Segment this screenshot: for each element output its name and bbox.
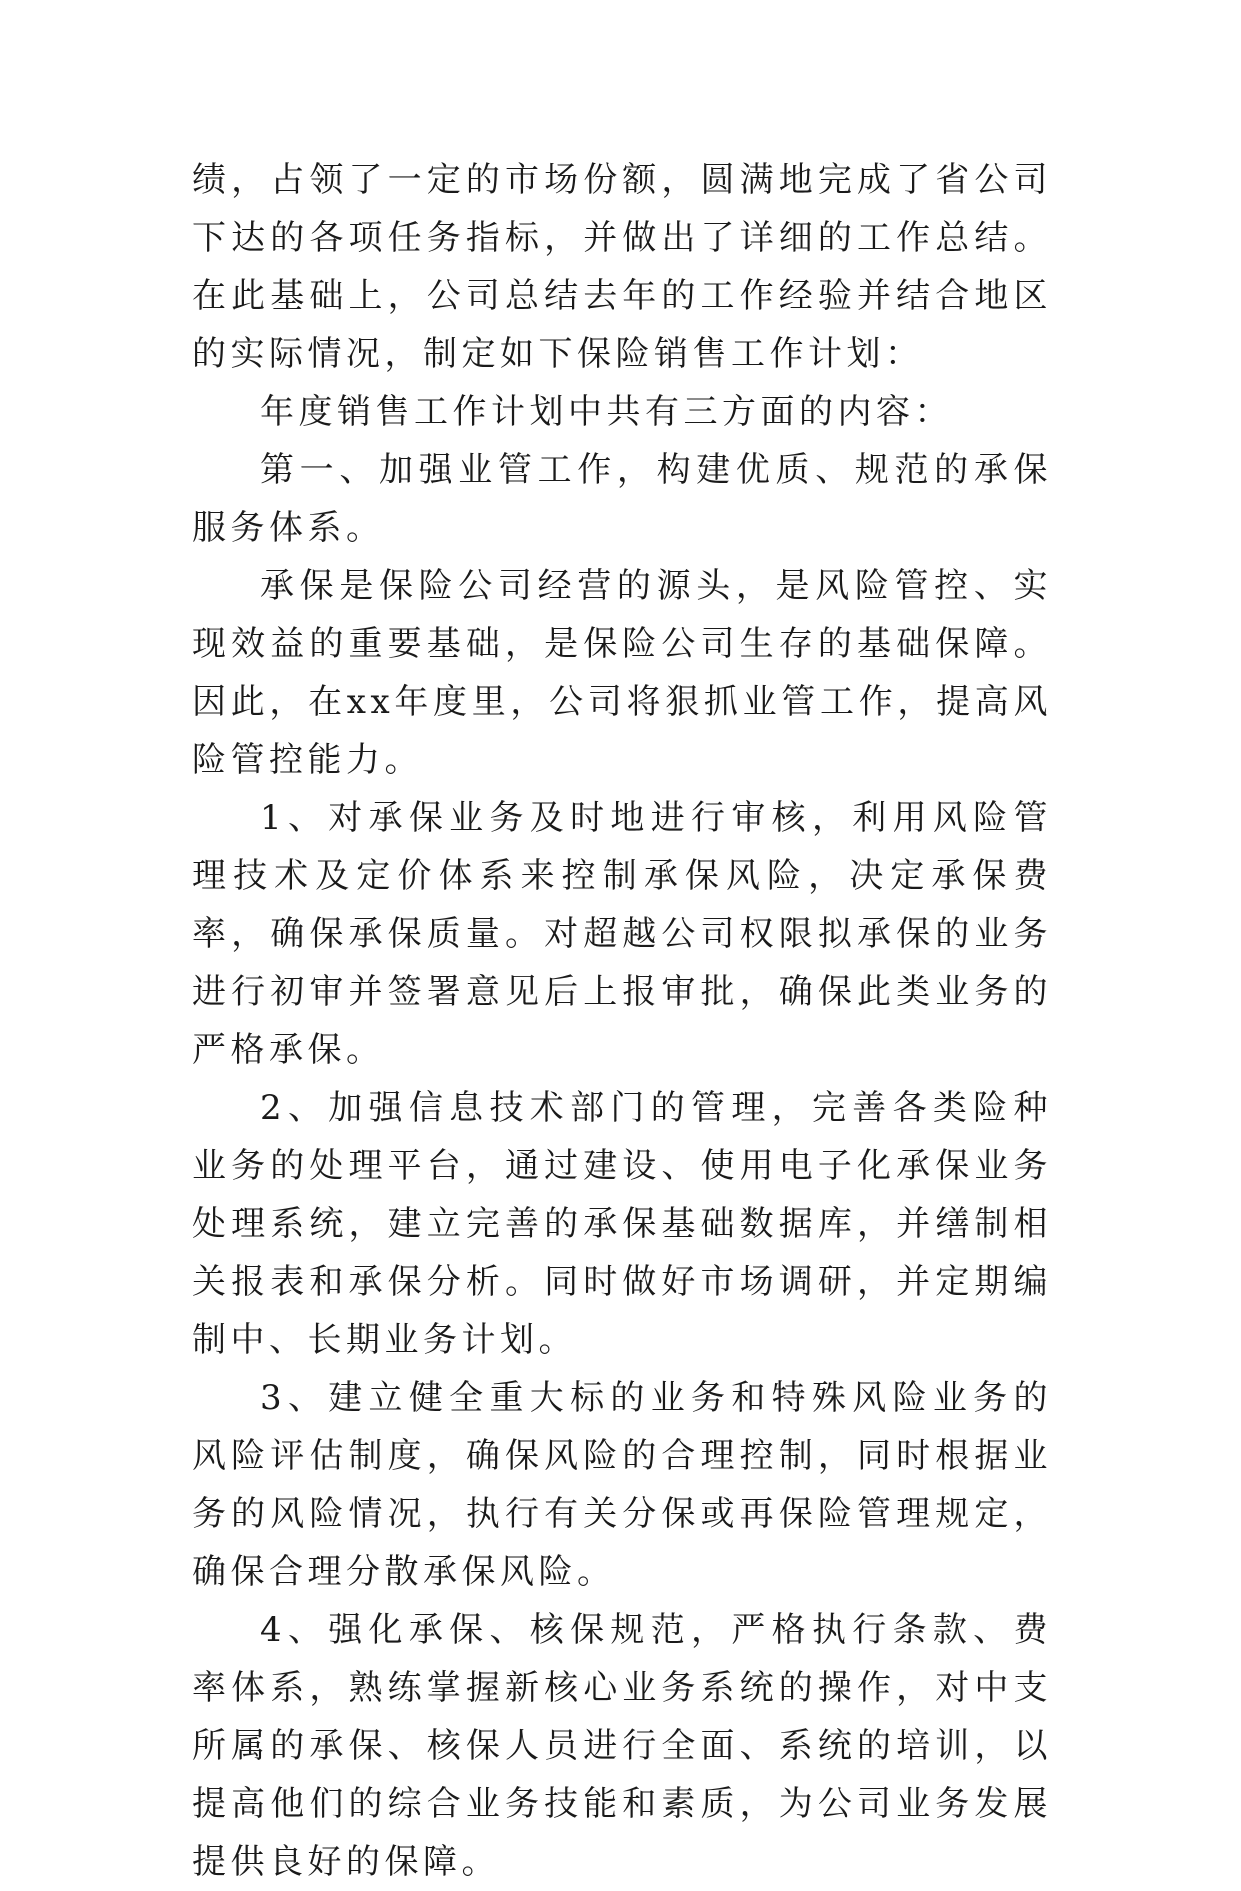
paragraph-plan-overview: 年度销售工作计划中共有三方面的内容： (260, 392, 953, 432)
paragraph-item-2: 2、加强信息技术部门的管理，完善各类险种业务的处理平台，通过建设、使用电子化承保业务处理系统，建立完善的承保基础数据库，并缮制相关报表和承保分析。同时做好市场调研，并定期编制中、长期业务计划。 (192, 1088, 1052, 1360)
paragraph-item-1: 1、对承保业务及时地进行审核，利用风险管理技术及定价体系来控制承保风险，决定承保费率，确保承保质量。对超越公司权限拟承保的业务进行初审并签署意见后上报审批，确保此类业务的严格承保。 (192, 798, 1052, 1070)
paragraph-section-heading: 第一、加强业管工作，构建优质、规范的承保服务体系。 (192, 450, 1052, 548)
paragraph-item-3: 3、建立健全重大标的业务和特殊风险业务的风险评估制度，确保风险的合理控制，同时根据业务的风险情况，执行有关分保或再保险管理规定，确保合理分散承保风险。 (192, 1378, 1052, 1592)
paragraph-continuation: 绩，占领了一定的市场份额，圆满地完成了省公司下达的各项任务指标，并做出了详细的工作总结。在此基础上，公司总结去年的工作经验并结合地区的实际情况，制定如下保险销售工作计划： (192, 160, 1052, 374)
paragraph-item-4: 4、强化承保、核保规范，严格执行条款、费率体系，熟练掌握新核心业务系统的操作，对中支所属的承保、核保人员进行全面、系统的培训，以提高他们的综合业务技能和素质，为公司业务发展提供良好的保障。 (192, 1610, 1052, 1882)
paragraph-underwriting-intro: 承保是保险公司经营的源头，是风险管控、实现效益的重要基础，是保险公司生存的基础保障。因此，在xx年度里，公司将狠抓业管工作，提高风险管控能力。 (192, 566, 1052, 780)
document-body (192, 151, 1052, 1891)
